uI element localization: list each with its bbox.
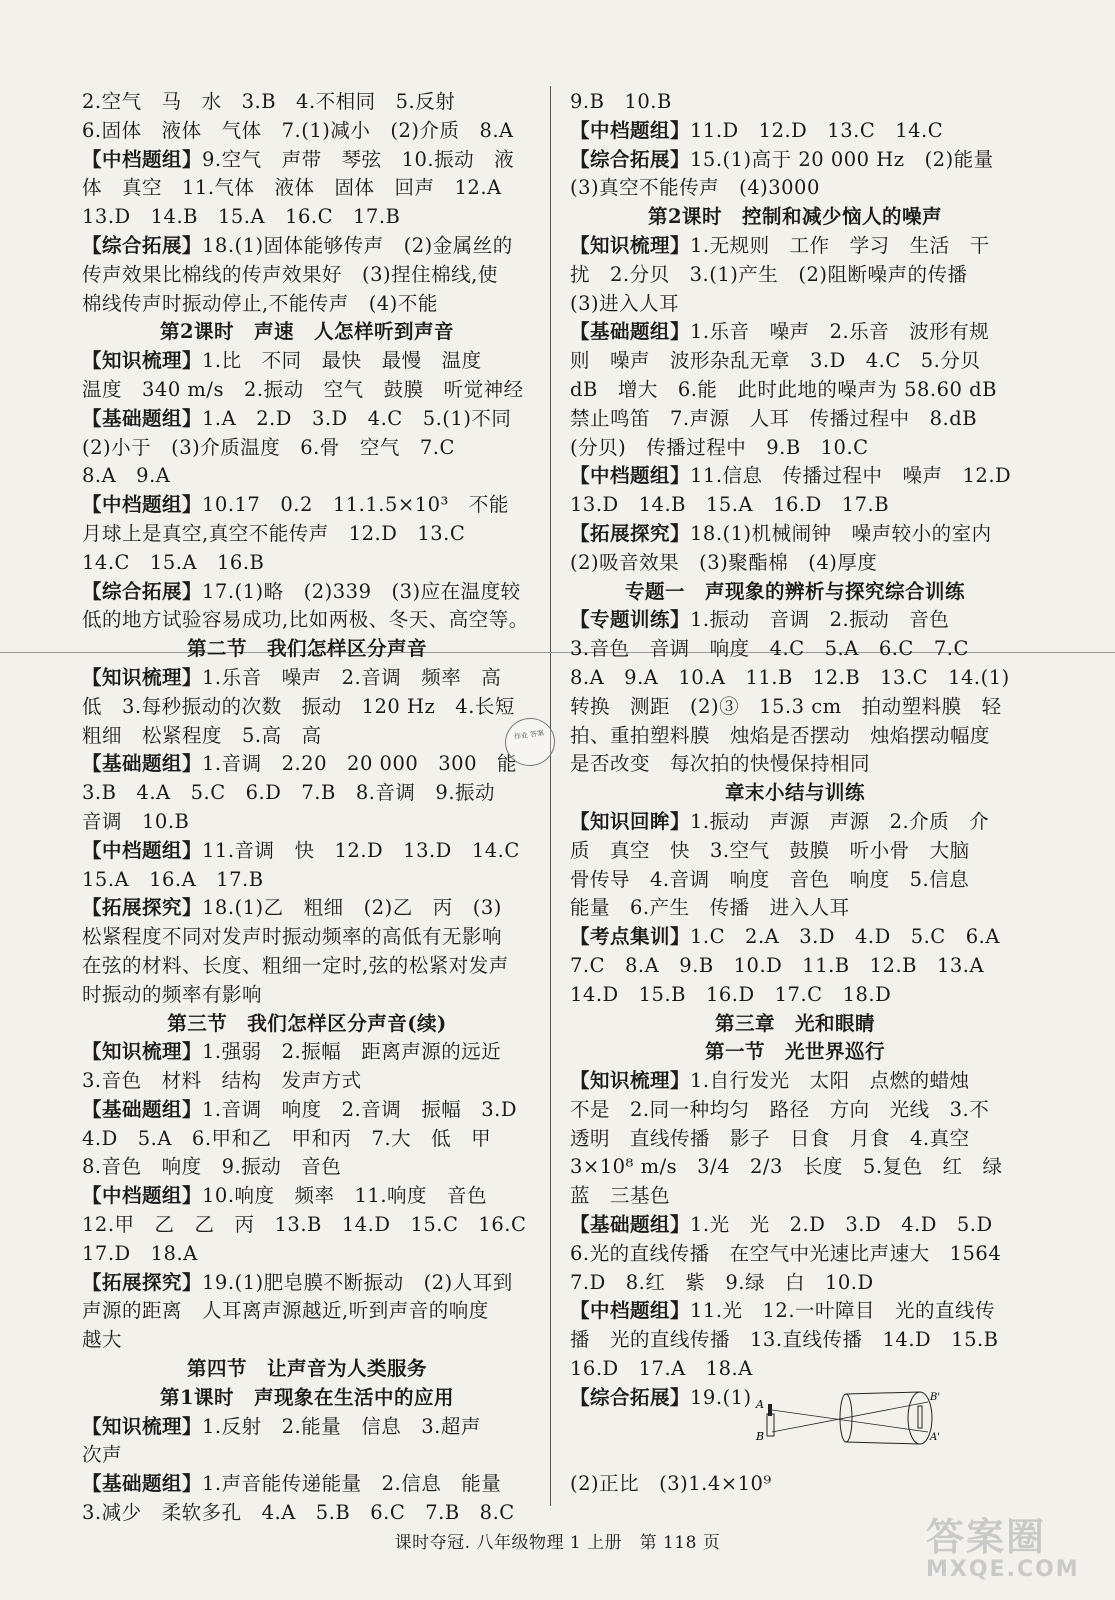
answer-line: 【基础题组】1.音调 2.20 20 000 300 能 — [82, 752, 517, 776]
answer-line: 【基础题组】1.音调 响度 2.音调 振幅 3.D — [82, 1097, 517, 1121]
answer-line: 7.C 8.A 9.B 10.D 11.B 12.B 13.A — [570, 953, 985, 977]
answer-line: (3)进入人耳 — [570, 291, 680, 315]
answer-line: 3.音色 材料 结构 发声方式 — [82, 1069, 362, 1093]
section-heading: 第二节 我们怎样区分声音 — [186, 637, 427, 661]
answer-line: 3×10⁸ m/s 3/4 2/3 长度 5.复色 红 绿 — [570, 1155, 1003, 1179]
answer-line: 禁止鸣笛 7.声源 人耳 传播过程中 8.dB — [570, 406, 978, 430]
category-label: 【专题训练】 — [570, 608, 691, 632]
stamp-text: 作业 答案 — [513, 729, 545, 742]
figure-label-b: B — [756, 1430, 765, 1443]
ray-top — [772, 1410, 928, 1432]
answer-line: 【知识梳理】1.无规则 工作 学习 生活 干 — [570, 233, 990, 257]
answer-line: 是否改变 每次拍的快慢保持相同 — [570, 752, 871, 776]
answer-line: 能量 6.产生 传播 进入人耳 — [570, 896, 850, 920]
answer-line: 扰 2.分贝 3.(1)产生 (2)阻断噪声的传播 — [570, 262, 968, 286]
answer-line: 8.A 9.A — [82, 464, 171, 488]
section-heading: 专题一 声现象的辨析与探究综合训练 — [624, 579, 965, 603]
answer-line: 【专题训练】1.振动 音调 2.振动 音色 — [570, 608, 950, 632]
left-column — [82, 88, 532, 1528]
answer-line: 棉线传声时振动停止,不能传声 (4)不能 — [82, 291, 438, 315]
answer-line: 【考点集训】1.C 2.A 3.D 4.D 5.C 6.A — [570, 925, 1000, 949]
answer-line: 【知识梳理】1.比 不同 最快 最慢 温度 — [82, 349, 482, 373]
figure-label-a-prime: A' — [930, 1432, 940, 1443]
answer-line: 质 真空 快 3.空气 鼓膜 听小骨 大脑 — [570, 838, 970, 862]
category-label: 【基础题组】 — [82, 406, 203, 430]
answer-line: 12.甲 乙 乙 丙 13.B 14.D 15.C 16.C — [82, 1213, 527, 1237]
section-heading: 第1课时 声现象在生活中的应用 — [159, 1385, 455, 1409]
category-label: 【中档题组】 — [570, 118, 691, 142]
answer-line: 14.D 15.B 16.D 17.C 18.D — [570, 982, 892, 1006]
answer-line: 【知识梳理】1.反射 2.能量 信息 3.超声 — [82, 1414, 481, 1438]
answer-line: 8.A 9.A 10.A 11.B 12.B 13.C 14.(1) — [570, 665, 1010, 689]
answer-line: 【知识梳理】1.强弱 2.振幅 距离声源的远近 — [82, 1040, 502, 1064]
answer-line: 音调 10.B — [82, 809, 190, 833]
answer-line: 传声效果比棉线的传声效果好 (3)捏住棉线,使 — [82, 262, 498, 286]
answer-line: 温度 340 m/s 2.振动 空气 鼓膜 听觉神经 — [82, 377, 524, 401]
section-heading: 第一节 光世界巡行 — [704, 1040, 885, 1064]
answer-line: 16.D 17.A 18.A — [570, 1357, 753, 1381]
answer-line: (3)真空不能传声 (4)3000 — [570, 176, 820, 200]
answer-line: 6.固体 液体 气体 7.(1)减小 (2)介质 8.A — [82, 118, 514, 142]
answer-line: 月球上是真空,真空不能传声 12.D 13.C — [82, 521, 466, 545]
answer-line: 17.D 18.A — [82, 1241, 198, 1265]
answer-line: 13.D 14.B 15.A 16.C 17.B — [82, 205, 401, 229]
watermark — [926, 1516, 1094, 1586]
answer-line: dB 增大 6.能 此时此地的噪声为 58.60 dB — [570, 377, 997, 401]
section-heading: 第三节 我们怎样区分声音(续) — [167, 1011, 447, 1035]
answer-line: 则 噪声 波形杂乱无章 3.D 4.C 5.分贝 — [570, 349, 981, 373]
category-label: 【基础题组】 — [82, 1472, 203, 1496]
tube-bottom — [846, 1442, 920, 1444]
answer-line: 蓝 三基色 — [570, 1184, 671, 1208]
category-label: 【基础题组】 — [82, 752, 203, 776]
answer-line: 6.光的直线传播 在空气中光速比声速大 1564 — [570, 1241, 1002, 1265]
category-label: 【基础题组】 — [570, 1213, 691, 1237]
answer-line: 【综合拓展】19.(1) — [570, 1385, 752, 1409]
answer-line: 【基础题组】1.光 光 2.D 3.D 4.D 5.D — [570, 1213, 993, 1237]
category-label: 【综合拓展】 — [82, 579, 203, 603]
answer-line: 次声 — [82, 1443, 123, 1467]
answer-line: 【综合拓展】18.(1)固体能够传声 (2)金属丝的 — [82, 233, 513, 257]
category-label: 【中档题组】 — [570, 1299, 691, 1323]
answer-line: (2)吸音效果 (3)聚酯棉 (4)厚度 — [570, 550, 878, 574]
answer-line: (2)正比 (3)1.4×10⁹ — [570, 1472, 772, 1496]
right-column — [570, 88, 1020, 1499]
answer-line: 骨传导 4.音调 响度 音色 响度 5.信息 — [570, 867, 970, 891]
answer-line: 时振动的频率有影响 — [82, 982, 263, 1006]
answer-line: 【知识梳理】1.乐音 噪声 2.音调 频率 高 — [82, 665, 502, 689]
category-label: 【中档题组】 — [82, 147, 203, 171]
answer-line: 【拓展探究】19.(1)肥皂膜不断振动 (2)人耳到 — [82, 1270, 513, 1294]
category-label: 【综合拓展】 — [82, 233, 203, 257]
category-label: 【拓展探究】 — [82, 1270, 203, 1294]
watermark-top: 答案圈 — [926, 1515, 1047, 1559]
category-label: 【中档题组】 — [82, 493, 203, 517]
answer-line: 3.减少 柔软多孔 4.A 5.B 6.C 7.B 8.C — [82, 1501, 515, 1525]
category-label: 【知识梳理】 — [570, 1069, 691, 1093]
answer-line: 拍、重拍塑料膜 烛焰是否摆动 烛焰摆动幅度 — [570, 723, 991, 747]
category-label: 【综合拓展】 — [570, 147, 691, 171]
answer-line: 【基础题组】1.乐音 噪声 2.乐音 波形有规 — [570, 320, 990, 344]
category-label: 【拓展探究】 — [82, 896, 203, 920]
screen-end — [908, 1392, 932, 1444]
category-label: 【基础题组】 — [82, 1097, 203, 1121]
section-heading: 第三章 光和眼睛 — [714, 1011, 875, 1035]
answer-line: 【拓展探究】18.(1)机械闹钟 噪声较小的室内 — [570, 521, 992, 545]
answer-line: 8.音色 响度 9.振动 音色 — [82, 1155, 342, 1179]
answer-line: 【基础题组】1.声音能传递能量 2.信息 能量 — [82, 1472, 502, 1496]
category-label: 【知识梳理】 — [82, 1040, 203, 1064]
answer-line: 4.D 5.A 6.甲和乙 甲和丙 7.大 低 甲 — [82, 1126, 492, 1150]
category-label: 【中档题组】 — [570, 464, 691, 488]
answer-line: 越大 — [82, 1328, 123, 1352]
answer-line: 2.空气 马 水 3.B 4.不相同 5.反射 — [82, 90, 456, 113]
answer-line: (分贝) 传播过程中 9.B 10.C — [570, 435, 869, 459]
answer-line: 【综合拓展】17.(1)略 (2)339 (3)应在温度较 — [82, 579, 521, 603]
answer-line: (2)小于 (3)介质温度 6.骨 空气 7.C — [82, 435, 455, 459]
answer-line: 低的地方试验容易成功,比如两极、冬天、高空等。 — [82, 608, 529, 632]
answer-line: 【基础题组】1.A 2.D 3.D 4.C 5.(1)不同 — [82, 406, 512, 430]
answer-line: 【知识梳理】1.自行发光 太阳 点燃的蜡烛 — [570, 1069, 970, 1093]
answer-line: 松紧程度不同对发声时振动频率的高低有无影响 — [82, 925, 503, 949]
figure-label-a: A — [756, 1398, 764, 1411]
answer-line: 【中档题组】9.空气 声带 琴弦 10.振动 液 — [82, 147, 515, 171]
category-label: 【知识梳理】 — [82, 349, 203, 373]
ray-bottom — [772, 1402, 928, 1432]
category-label: 【知识梳理】 — [82, 665, 203, 689]
answer-line: 【中档题组】11.信息 传播过程中 噪声 12.D — [570, 464, 1012, 488]
category-label: 【中档题组】 — [82, 838, 203, 862]
answer-line: 【知识回眸】1.振动 声源 声源 2.介质 介 — [570, 809, 990, 833]
candle — [767, 1414, 774, 1436]
answer-line: 在弦的材料、长度、粗细一定时,弦的松紧对发声 — [82, 953, 509, 977]
column-divider — [550, 86, 551, 1506]
answer-line: 透明 直线传播 影子 日食 月食 4.真空 — [570, 1126, 970, 1150]
watermark-bottom: MXQE.COM — [926, 1557, 1080, 1582]
section-heading: 第2课时 控制和减少恼人的噪声 — [647, 205, 943, 229]
answer-line: 【综合拓展】15.(1)高于 20 000 Hz (2)能量 — [570, 147, 994, 171]
answer-line: 声源的距离 人耳离声源越近,听到声音的响度 — [82, 1299, 489, 1323]
category-label: 【知识梳理】 — [570, 233, 691, 257]
answer-line: 体 真空 11.气体 液体 固体 回声 12.A — [82, 176, 502, 200]
figure-label-b-prime: B' — [930, 1392, 941, 1403]
answer-line: 9.B 10.B — [570, 90, 672, 113]
answer-line: 【中档题组】11.D 12.D 13.C 14.C — [570, 118, 944, 142]
section-heading: 第四节 让声音为人类服务 — [186, 1357, 427, 1381]
category-label: 【综合拓展】 — [570, 1385, 691, 1409]
answer-line: 13.D 14.B 15.A 16.D 17.B — [570, 493, 890, 517]
answer-line: 不是 2.同一种均匀 路径 方向 光线 3.不 — [570, 1097, 990, 1121]
answer-line: 播 光的直线传播 13.直线传播 14.D 15.B — [570, 1328, 999, 1352]
answer-line: 14.C 15.A 16.B — [82, 550, 265, 574]
answer-line: 3.音色 音调 响度 4.C 5.A 6.C 7.C — [570, 637, 969, 661]
answer-line: 【中档题组】11.光 12.一叶障目 光的直线传 — [570, 1299, 996, 1323]
section-heading: 第2课时 声速 人怎样听到声音 — [159, 320, 455, 344]
category-label: 【考点集训】 — [570, 925, 691, 949]
answer-line: 【中档题组】10.17 0.2 11.1.5×10³ 不能 — [82, 493, 509, 517]
category-label: 【拓展探究】 — [570, 521, 691, 545]
pinhole-camera-figure — [750, 1388, 950, 1446]
answer-line: 粗细 松紧程度 5.高 高 — [82, 723, 322, 747]
page-footer: 课时夺冠. 八年级物理 1 上册 第 118 页 — [394, 1533, 721, 1553]
category-label: 【中档题组】 — [82, 1184, 203, 1208]
answer-line: 15.A 16.A 17.B — [82, 867, 264, 891]
answer-line: 【拓展探究】18.(1)乙 粗细 (2)乙 丙 (3) — [82, 896, 502, 920]
answer-line: 【中档题组】11.音调 快 12.D 13.D 14.C — [82, 838, 520, 862]
section-heading: 章末小结与训练 — [724, 781, 865, 805]
answer-line: 7.D 8.红 紫 9.绿 白 10.D — [570, 1270, 874, 1294]
inverted-image — [918, 1406, 922, 1428]
answer-line: 低 3.每秒振动的次数 振动 120 Hz 4.长短 — [82, 694, 515, 718]
category-label: 【知识梳理】 — [82, 1414, 203, 1438]
answer-line: 【中档题组】10.响度 频率 11.响度 音色 — [82, 1184, 488, 1208]
category-label: 【知识回眸】 — [570, 809, 691, 833]
category-label: 【基础题组】 — [570, 320, 691, 344]
tube-top — [846, 1392, 920, 1394]
answer-line: 3.B 4.A 5.C 6.D 7.B 8.音调 9.振动 — [82, 781, 496, 805]
answer-line: 转换 测距 (2)③ 15.3 cm 拍动塑料膜 轻 — [570, 694, 1002, 718]
